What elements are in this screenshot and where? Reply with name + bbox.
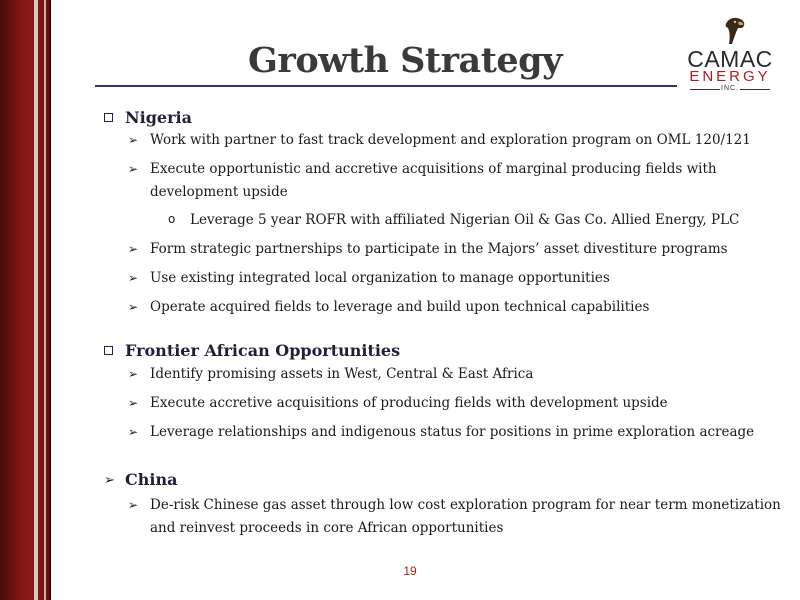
- arrow-bullet-icon: ➢: [128, 162, 139, 176]
- list-item: Execute opportunistic and accretive acquisitions of marginal producing fields with: [150, 161, 717, 177]
- arrow-bullet-icon: ➢: [128, 498, 139, 512]
- list-item-continuation: development upside: [150, 184, 288, 200]
- eagle-head-icon: [722, 16, 746, 46]
- list-item: Leverage relationships and indigenous status for positions in prime exploration acreage: [150, 424, 755, 440]
- arrow-bullet-icon: ➢: [128, 425, 139, 439]
- arrow-bullet-icon: ➢: [128, 396, 139, 410]
- page-number: 19: [403, 564, 417, 578]
- arrow-bullet-icon: ➢: [128, 367, 139, 381]
- bar-stripe: [34, 0, 38, 600]
- title-underline: [95, 85, 677, 87]
- bar-stripe: [44, 0, 46, 600]
- list-item: Identify promising assets in West, Central & East Africa: [150, 366, 534, 382]
- square-bullet-icon: [104, 113, 113, 122]
- arrow-bullet-icon: ➢: [128, 300, 139, 314]
- list-item: Form strategic partnerships to participate in the Majors’ asset divestiture programs: [150, 241, 728, 257]
- list-item: Operate acquired fields to leverage and build upon technical capabilities: [150, 299, 650, 315]
- list-item-continuation: and reinvest proceeds in core African opportunities: [150, 520, 504, 536]
- list-item: Execute accretive acquisitions of producing fields with development upside: [150, 395, 668, 411]
- square-bullet-icon: [104, 346, 113, 355]
- list-item: Work with partner to fast track development and exploration program on OML 120/121: [150, 132, 751, 148]
- sub-list-item: Leverage 5 year ROFR with affiliated Nigerian Oil & Gas Co. Allied Energy, PLC: [190, 212, 740, 228]
- logo-name-line2: ENERGY: [689, 68, 771, 85]
- arrow-bullet-icon: ➢: [104, 473, 115, 488]
- section-heading: Nigeria: [125, 108, 192, 127]
- slide-title: Growth Strategy: [248, 40, 562, 81]
- arrow-bullet-icon: ➢: [128, 271, 139, 285]
- bar-edge: [49, 0, 51, 600]
- arrow-bullet-icon: ➢: [128, 133, 139, 147]
- logo-name-line1: CAMAC: [687, 46, 773, 72]
- circle-bullet-icon: o: [168, 212, 176, 226]
- left-decorative-bar: [0, 0, 51, 600]
- list-item: Use existing integrated local organization to manage opportunities: [150, 270, 610, 286]
- section-heading: China: [125, 470, 178, 489]
- list-item: De-risk Chinese gas asset through low cost exploration program for near term monetization: [150, 497, 781, 513]
- company-logo: [682, 16, 778, 92]
- arrow-bullet-icon: ➢: [128, 242, 139, 256]
- logo-suffix: INC.: [721, 85, 739, 92]
- section-heading: Frontier African Opportunities: [125, 341, 401, 360]
